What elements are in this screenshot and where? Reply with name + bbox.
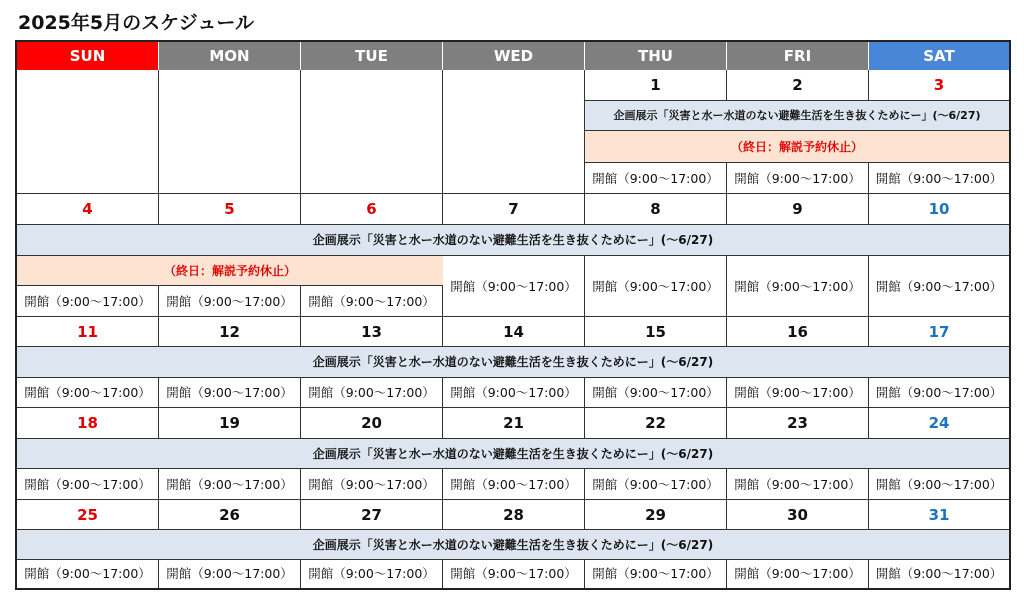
closed-notice: （終日：解説予約休止） [585, 131, 1009, 163]
day-number: 28 [443, 500, 585, 530]
open-hours: 開館（9:00～17:00） [159, 286, 301, 317]
open-hours: 開館（9:00～17:00） [585, 560, 727, 588]
day-number-holiday: 5 [159, 194, 301, 225]
weekday-header-mon: MON [159, 42, 301, 70]
open-hours: 開館（9:00～17:00） [301, 469, 443, 500]
day-number-holiday: 25 [17, 500, 159, 530]
day-number: 29 [585, 500, 727, 530]
open-hours: 開館（9:00～17:00） [869, 560, 1009, 588]
open-hours: 開館（9:00～17:00） [727, 469, 869, 500]
closed-notice: （終日：解説予約休止） [17, 256, 443, 286]
open-hours: 開館（9:00～17:00） [17, 469, 159, 500]
day-number: 21 [443, 408, 585, 439]
day-number: 19 [159, 408, 301, 439]
open-hours: 開館（9:00～17:00） [159, 378, 301, 408]
day-number-saturday: 17 [869, 317, 1009, 347]
weekday-header-tue: TUE [301, 42, 443, 70]
weekday-header-fri: FRI [727, 42, 869, 70]
day-number-holiday: 18 [17, 408, 159, 439]
day-number: 14 [443, 317, 585, 347]
exhibition-banner: 企画展示「災害と水ー水道のない避難生活を生き抜くためにー」(～6/27) [17, 530, 1009, 560]
open-hours: 開館（9:00～17:00） [869, 378, 1009, 408]
calendar-grid [15, 40, 1011, 590]
open-hours: 開館（9:00～17:00） [159, 469, 301, 500]
open-hours: 開館（9:00～17:00） [17, 378, 159, 408]
open-hours: 開館（9:00～17:00） [727, 256, 869, 317]
open-hours: 開館（9:00～17:00） [443, 469, 585, 500]
exhibition-banner: 企画展示「災害と水ー水道のない避難生活を生き抜くためにー」(～6/27) [17, 347, 1009, 378]
day-number: 27 [301, 500, 443, 530]
day-number: 9 [727, 194, 869, 225]
exhibition-banner: 企画展示「災害と水ー水道のない避難生活を生き抜くためにー」(～6/27) [17, 439, 1009, 469]
open-hours: 開館（9:00～17:00） [443, 256, 585, 317]
open-hours: 開館（9:00～17:00） [159, 560, 301, 588]
empty-day-cell [443, 70, 585, 194]
day-number-holiday: 3 [869, 70, 1009, 101]
day-number-holiday: 11 [17, 317, 159, 347]
open-hours: 開館（9:00～17:00） [301, 378, 443, 408]
open-hours: 開館（9:00～17:00） [443, 560, 585, 588]
day-number: 7 [443, 194, 585, 225]
day-number: 20 [301, 408, 443, 439]
day-number-holiday: 4 [17, 194, 159, 225]
day-number: 16 [727, 317, 869, 347]
exhibition-banner: 企画展示「災害と水ー水道のない避難生活を生き抜くためにー」(～6/27) [17, 225, 1009, 256]
open-hours: 開館（9:00～17:00） [17, 560, 159, 588]
day-number: 12 [159, 317, 301, 347]
empty-day-cell [159, 70, 301, 194]
day-number: 23 [727, 408, 869, 439]
open-hours: 開館（9:00～17:00） [443, 378, 585, 408]
weekday-header-wed: WED [443, 42, 585, 70]
open-hours: 開館（9:00～17:00） [585, 469, 727, 500]
weekday-header-sun: SUN [17, 42, 159, 70]
day-number: 30 [727, 500, 869, 530]
weekday-header-thu: THU [585, 42, 727, 70]
open-hours: 開館（9:00～17:00） [869, 469, 1009, 500]
open-hours: 開館（9:00～17:00） [727, 378, 869, 408]
day-number: 22 [585, 408, 727, 439]
open-hours: 開館（9:00～17:00） [301, 560, 443, 588]
day-number: 13 [301, 317, 443, 347]
open-hours: 開館（9:00～17:00） [301, 286, 443, 317]
day-number: 8 [585, 194, 727, 225]
day-number: 26 [159, 500, 301, 530]
open-hours: 開館（9:00～17:00） [585, 378, 727, 408]
empty-day-cell [17, 70, 159, 194]
open-hours: 開館（9:00～17:00） [585, 256, 727, 317]
open-hours: 開館（9:00～17:00） [17, 286, 159, 317]
exhibition-banner: 企画展示「災害と水ー水道のない避難生活を生き抜くためにー」(～6/27) [585, 101, 1009, 131]
weekday-header-sat: SAT [869, 42, 1009, 70]
day-number-holiday: 6 [301, 194, 443, 225]
open-hours: 開館（9:00～17:00） [585, 163, 727, 194]
day-number: 1 [585, 70, 727, 101]
empty-day-cell [301, 70, 443, 194]
day-number-saturday: 31 [869, 500, 1009, 530]
open-hours: 開館（9:00～17:00） [869, 163, 1009, 194]
open-hours: 開館（9:00～17:00） [727, 163, 869, 194]
day-number-saturday: 24 [869, 408, 1009, 439]
day-number: 2 [727, 70, 869, 101]
day-number-saturday: 10 [869, 194, 1009, 225]
day-number: 15 [585, 317, 727, 347]
open-hours: 開館（9:00～17:00） [727, 560, 869, 588]
page-title: 2025年5月のスケジュール [18, 12, 254, 34]
open-hours: 開館（9:00～17:00） [869, 256, 1009, 317]
